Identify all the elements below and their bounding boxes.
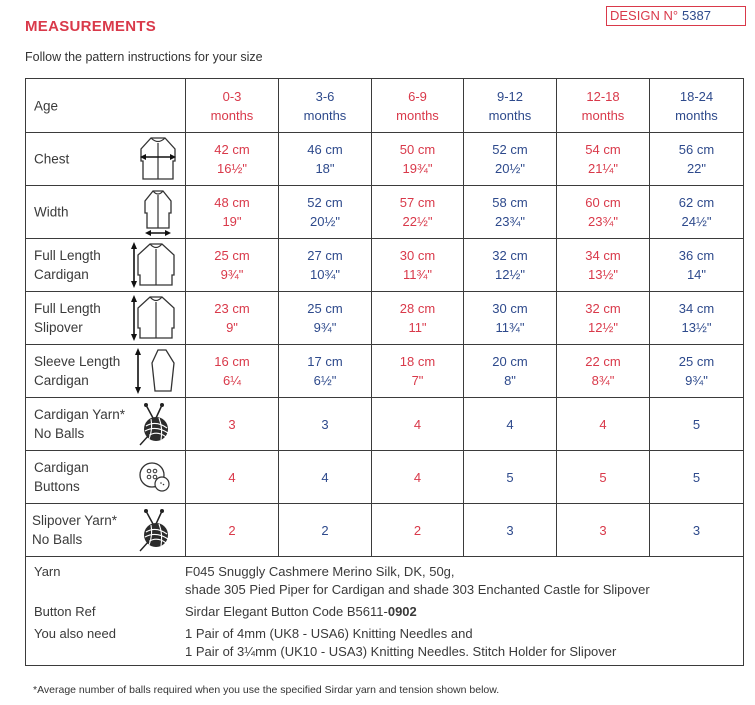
measurement-row-sleeve-length: [26, 345, 744, 398]
inch-value: 23¾": [588, 214, 618, 229]
value-cell: [557, 186, 650, 239]
button-ref-text: Sirdar Elegant Button Code B5611-: [185, 604, 388, 619]
size-header: [186, 79, 279, 133]
cm-value: 28 cm: [399, 301, 436, 316]
cm-value: 34 cm: [678, 301, 715, 316]
yarn-info: [34, 563, 735, 599]
cm-value: 57 cm: [399, 195, 436, 210]
inch-value: 8¾": [591, 373, 615, 388]
inch-value: 12½": [588, 320, 618, 335]
count-row-cardigan-buttons: [26, 451, 744, 504]
value-cell: [279, 239, 372, 292]
value-cell: [186, 292, 279, 345]
inch-value: 23¾": [495, 214, 525, 229]
count-cell: 3: [464, 504, 557, 557]
age-label: Age: [34, 98, 59, 113]
button-icon: [137, 460, 171, 494]
count-cell: 4: [372, 398, 464, 451]
value-cell: [372, 133, 464, 186]
value-cell: [650, 345, 744, 398]
value-cell: [650, 292, 744, 345]
count-cell: 5: [557, 451, 650, 504]
value-cell: [464, 133, 557, 186]
size-header: [279, 79, 372, 133]
also-need-info: [34, 625, 735, 661]
cm-value: 30 cm: [399, 248, 436, 263]
inch-value: 7": [411, 373, 424, 388]
count-cell: 4: [279, 451, 372, 504]
row-header: [26, 239, 186, 292]
size-unit: months: [210, 107, 254, 123]
count-cell: 5: [464, 451, 557, 504]
cm-value: 54 cm: [585, 142, 621, 157]
row-label: Full Length: [34, 248, 101, 263]
footnote: *Average number of balls required when you use the specified Sirdar yarn and tension shown below.: [33, 684, 500, 696]
cm-value: 16 cm: [214, 354, 250, 369]
size-unit: months: [396, 107, 439, 123]
inch-value: 20½": [495, 161, 525, 176]
materials-cell: [26, 557, 744, 666]
count-cell: 4: [557, 398, 650, 451]
row-label: Width: [34, 204, 69, 220]
row-label-line2: Buttons: [34, 479, 80, 494]
row-header: [26, 292, 186, 345]
button-ref-info: [34, 603, 735, 621]
inch-value: 8": [504, 373, 516, 388]
value-cell: [279, 186, 372, 239]
row-header: [26, 345, 186, 398]
value-cell: [186, 133, 279, 186]
cm-value: 27 cm: [307, 248, 343, 263]
value-cell: [464, 186, 557, 239]
size-range: 12-18: [586, 88, 620, 104]
cm-value: 22 cm: [585, 354, 621, 369]
count-cell: 4: [372, 451, 464, 504]
cardigan-length-icon: [129, 241, 179, 289]
cm-value: 25 cm: [214, 248, 250, 263]
cm-value: 23 cm: [214, 301, 250, 316]
value-cell: [372, 186, 464, 239]
value-cell: [557, 292, 650, 345]
value-cell: [650, 186, 744, 239]
size-header: [372, 79, 464, 133]
cm-value: 32 cm: [585, 301, 621, 316]
yarn-line-1: F045 Snuggly Cashmere Merino Silk, DK, 50g,: [185, 564, 455, 579]
row-label-line2: Slipover: [34, 320, 83, 335]
value-cell: [372, 292, 464, 345]
need-line-2: 1 Pair of 3¼mm (UK10 - USA3) Knitting Needles. Stitch Holder for Slipover: [185, 644, 617, 659]
value-cell: [557, 133, 650, 186]
yarn-ball-icon: [137, 402, 171, 446]
count-cell: 3: [557, 504, 650, 557]
count-cell: 3: [186, 398, 279, 451]
cm-value: 17 cm: [307, 354, 343, 369]
inch-value: 22½": [402, 214, 433, 229]
cm-value: 36 cm: [678, 248, 715, 263]
size-unit: months: [488, 107, 532, 123]
cm-value: 25 cm: [678, 354, 715, 369]
inch-value: 9¾": [313, 320, 337, 335]
size-unit: months: [303, 107, 347, 123]
materials-row: [26, 557, 744, 666]
age-row: [26, 79, 744, 133]
measurement-row-width: [26, 186, 744, 239]
size-header: [557, 79, 650, 133]
row-header: [26, 398, 186, 451]
inch-value: 9¾": [685, 373, 708, 388]
cm-value: 56 cm: [678, 142, 715, 157]
inch-value: 10¾": [310, 267, 340, 282]
count-cell: 2: [186, 504, 279, 557]
measurement-row-full-length-cardigan: [26, 239, 744, 292]
size-header: [464, 79, 557, 133]
inch-value: 22": [686, 161, 707, 176]
inch-value: 21¼": [588, 161, 618, 176]
cm-value: 20 cm: [492, 354, 528, 369]
row-label: Full Length: [34, 301, 101, 316]
value-cell: [464, 345, 557, 398]
count-cell: 3: [650, 504, 744, 557]
size-range: 9-12: [496, 88, 524, 104]
size-range: 0-3: [222, 88, 242, 104]
value-cell: [372, 239, 464, 292]
need-line-1: 1 Pair of 4mm (UK8 - USA6) Knitting Needles and: [185, 626, 473, 641]
page-title: MEASUREMENTS: [25, 18, 157, 35]
cm-value: 60 cm: [585, 195, 621, 210]
row-label: Slipover Yarn*: [32, 513, 118, 528]
value-cell: [186, 186, 279, 239]
measurement-row-full-length-slipover: [26, 292, 744, 345]
row-label: Cardigan Yarn*: [34, 407, 126, 422]
design-label: DESIGN N°: [610, 8, 679, 23]
cm-value: 32 cm: [492, 248, 528, 263]
count-cell: 4: [186, 451, 279, 504]
slipover-length-icon: [129, 294, 179, 342]
row-label: Sleeve Length: [34, 354, 121, 369]
cm-value: 30 cm: [492, 301, 528, 316]
value-cell: [557, 345, 650, 398]
cardigan-chest-icon: [137, 135, 179, 183]
count-cell: 3: [279, 398, 372, 451]
inch-value: 19": [222, 214, 242, 229]
value-cell: [557, 239, 650, 292]
cm-value: 25 cm: [307, 301, 343, 316]
subtitle: Follow the pattern instructions for your size: [25, 50, 263, 64]
cm-value: 62 cm: [678, 195, 715, 210]
design-number-box: [606, 6, 746, 26]
age-header-cell: [26, 79, 186, 133]
button-code: 0902: [387, 604, 417, 619]
design-number: 5387: [682, 8, 711, 23]
size-range: 6-9: [408, 88, 427, 104]
row-header: [26, 133, 186, 186]
inch-value: 6½": [313, 373, 337, 388]
row-label: Chest: [34, 151, 70, 167]
row-label-line2: Cardigan: [34, 373, 89, 388]
row-label-line2: Cardigan: [34, 267, 89, 282]
cm-value: 46 cm: [307, 142, 343, 157]
inch-value: 6¼: [222, 373, 242, 388]
value-cell: [650, 239, 744, 292]
value-cell: [279, 292, 372, 345]
measurements-table: [25, 78, 744, 666]
size-range: 18-24: [679, 88, 714, 104]
yarn-line-2: shade 305 Pied Piper for Cardigan and shade 303 Enchanted Castle for Slipover: [185, 582, 650, 597]
row-header: [26, 186, 186, 239]
size-header: [650, 79, 744, 133]
count-cell: 4: [464, 398, 557, 451]
row-label: Cardigan: [34, 460, 89, 475]
sleeve-length-icon: [133, 347, 179, 395]
count-row-slipover-yarn: [26, 504, 744, 557]
cm-value: 52 cm: [307, 195, 343, 210]
inch-value: 14": [686, 267, 707, 282]
value-cell: [464, 239, 557, 292]
size-unit: months: [581, 107, 625, 123]
inch-value: 12½": [495, 267, 525, 282]
yarn-label: Yarn: [34, 564, 61, 579]
row-header: [26, 504, 186, 557]
cm-value: 48 cm: [214, 195, 250, 210]
inch-value: 16½": [217, 161, 247, 176]
value-cell: [372, 345, 464, 398]
inch-value: 18": [315, 161, 335, 176]
inch-value: 11¾": [403, 267, 432, 282]
cm-value: 52 cm: [492, 142, 528, 157]
cm-value: 50 cm: [399, 142, 436, 157]
inch-value: 11¾": [495, 320, 525, 335]
also-need-label: You also need: [34, 626, 116, 641]
value-cell: [279, 345, 372, 398]
cm-value: 42 cm: [214, 142, 250, 157]
count-row-cardigan-yarn: [26, 398, 744, 451]
value-cell: [186, 239, 279, 292]
inch-value: 11": [408, 320, 427, 335]
row-header: [26, 451, 186, 504]
inch-value: 24½": [681, 214, 712, 229]
value-cell: [464, 292, 557, 345]
cm-value: 58 cm: [492, 195, 528, 210]
count-cell: 2: [279, 504, 372, 557]
value-cell: [186, 345, 279, 398]
yarn-ball-icon: [137, 508, 171, 552]
count-cell: 5: [650, 451, 744, 504]
inch-value: 9": [226, 320, 238, 335]
row-label-line2: No Balls: [34, 426, 85, 441]
cm-value: 18 cm: [399, 354, 436, 369]
count-cell: 5: [650, 398, 744, 451]
count-cell: 2: [372, 504, 464, 557]
measurement-row-chest: [26, 133, 744, 186]
cardigan-width-icon: [137, 188, 179, 236]
value-cell: [650, 133, 744, 186]
button-ref-label: Button Ref: [34, 604, 96, 619]
inch-value: 20½": [310, 214, 340, 229]
size-range: 3-6: [315, 88, 335, 104]
inch-value: 19¾": [402, 161, 433, 176]
row-label-line2: No Balls: [32, 532, 83, 547]
cm-value: 34 cm: [585, 248, 621, 263]
inch-value: 13½": [681, 320, 712, 335]
inch-value: 9¾": [220, 267, 244, 282]
inch-value: 13½": [588, 267, 618, 282]
value-cell: [279, 133, 372, 186]
size-unit: months: [675, 107, 718, 123]
